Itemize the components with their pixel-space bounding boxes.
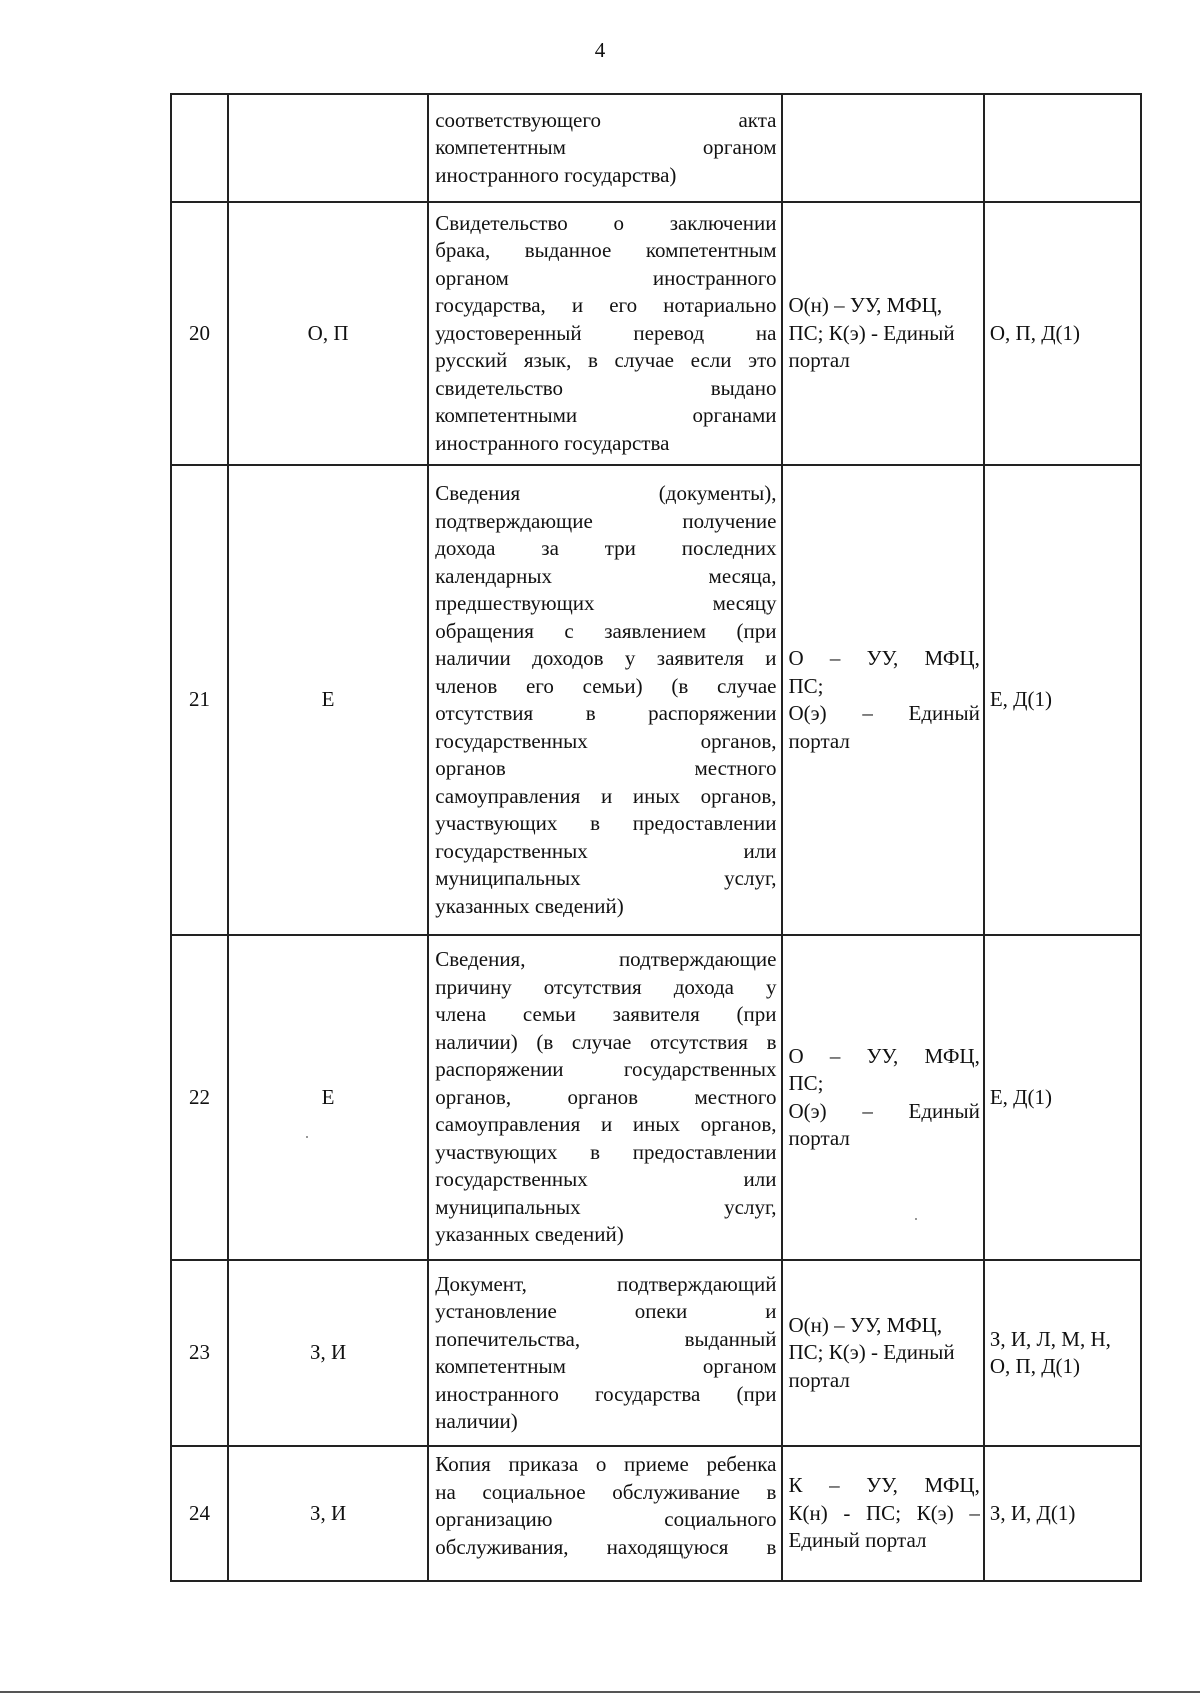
document-description [428,202,782,465]
document-line: предшествующих месяцу [435,591,777,615]
submission-line: ПС; [788,1071,824,1095]
applicant-category: О, П [228,202,428,465]
document-line: компетентными органами [435,403,777,428]
submission-method [782,1446,983,1581]
scan-speck [306,1136,308,1138]
document-line: участвующих в предоставлении [435,1139,777,1164]
submission-line: ПС; К(э) - Единый [788,1340,955,1365]
document-line: самоуправления и иных органов, [435,1112,777,1137]
document-line: муниципальных услуг, [435,866,777,890]
document-description [428,1260,782,1446]
document-line: установление опеки и [435,1299,777,1323]
row-number: 20 [171,202,228,465]
document-line: Сведения, подтверждающие [435,947,777,972]
applicant-category [228,94,428,202]
document-line: наличии) (в случае отсутствия в [435,1029,777,1054]
document-line: Сведения (документы), [435,481,777,505]
applicant-category: Е [228,465,428,935]
document-line: обслуживания, находящуюся в [435,1534,777,1559]
submission-line: ПС; [788,673,824,698]
document-line: членов его семьи) (в случае [435,673,777,698]
document-description [428,935,782,1260]
document-line: русский язык, в случае если это [435,348,777,373]
row-number: 23 [171,1260,228,1446]
submission-line: портал [788,1126,850,1150]
table-row [171,1446,1141,1581]
document-line: члена семьи заявителя (при [435,1002,777,1027]
table-row [171,465,1141,935]
document-line: самоуправления и иных органов, [435,783,777,808]
document-line: обращения с заявлением (при [435,618,777,643]
document-line: наличии доходов у заявителя и [435,646,777,670]
submission-method [782,935,983,1260]
document-line: на социальное обслуживание в [435,1479,777,1504]
document-line: наличии) [435,1409,518,1433]
document-line: Свидетельство о заключении [435,210,777,235]
document-line: органов местного [435,756,777,780]
table-row [171,935,1141,1260]
document-line: календарных месяца, [435,563,777,588]
submission-method [782,202,983,465]
submission-line: портал [788,1367,850,1392]
document-line: причину отсутствия дохода у [435,974,777,999]
submission-line: ПС; К(э) - Единый [788,320,955,345]
table-row [171,1260,1141,1446]
submission-line: О(э) – Единый [788,1098,980,1123]
submission-line: портал [788,728,850,753]
document-line: компетентным органом [435,135,777,160]
submission-line: О(э) – Единый [788,701,980,725]
row-number [171,94,228,202]
document-line: подтверждающие получение [435,508,777,533]
document-description [428,1446,782,1581]
scan-bottom-edge [0,1691,1200,1693]
grounds: О, П, Д(1) [984,202,1141,465]
document-line: соответствующего акта [435,107,777,132]
document-line: государства, и его нотариально [435,293,777,318]
document-line: указанных сведений) [435,893,624,918]
document-line: муниципальных услуг, [435,1194,777,1219]
document-line: органов, органов местного [435,1084,777,1109]
document-line: иностранного государства [435,430,670,455]
submission-line: К – УУ, МФЦ, [788,1473,980,1498]
submission-line: О(н) – УУ, МФЦ, [788,293,943,318]
applicant-category: З, И [228,1260,428,1446]
document-line: удостоверенный перевод на [435,320,777,345]
applicant-category: Е [228,935,428,1260]
submission-line: О – УУ, МФЦ, [788,646,980,670]
table-row [171,202,1141,465]
grounds: Е, Д(1) [984,935,1141,1260]
document-description [428,94,782,202]
document-line: органом иностранного [435,265,777,290]
document-line: участвующих в предоставлении [435,811,777,835]
document-line: иностранного государства (при [435,1381,777,1406]
documents-table [170,93,1142,1582]
submission-line: Единый портал [788,1528,927,1553]
document-line: брака, выданное компетентным [435,238,777,263]
document-line: Документ, подтверждающий [435,1271,777,1296]
document-line: государственных органов, [435,728,777,753]
table-row [171,94,1141,202]
grounds: З, И, Д(1) [984,1446,1141,1581]
page-number: 4 [594,38,606,62]
submission-method [782,94,983,202]
document-line: Копия приказа о приеме ребенка [435,1452,777,1476]
grounds: Е, Д(1) [984,465,1141,935]
document-line: распоряжении государственных [435,1057,777,1082]
submission-line: О – УУ, МФЦ, [788,1043,980,1068]
submission-method [782,465,983,935]
document-description [428,465,782,935]
document-line: указанных сведений) [435,1222,624,1247]
row-number: 22 [171,935,228,1260]
document-line: попечительства, выданный [435,1326,777,1351]
row-number: 21 [171,465,228,935]
row-number: 24 [171,1446,228,1581]
grounds [984,94,1141,202]
document-line: иностранного государства) [435,162,677,187]
grounds: З, И, Л, М, Н, О, П, Д(1) [984,1260,1141,1446]
applicant-category: З, И [228,1446,428,1581]
scan-speck [915,1218,917,1220]
document-line: организацию социального [435,1507,777,1531]
document-line: компетентным органом [435,1354,777,1378]
submission-method [782,1260,983,1446]
document-line: государственных или [435,1167,777,1192]
submission-line: К(н) - ПС; К(э) – [788,1500,980,1525]
document-line: свидетельство выдано [435,375,777,400]
document-line: дохода за три последних [435,536,777,560]
submission-line: О(н) – УУ, МФЦ, [788,1312,943,1337]
document-line: государственных или [435,838,777,863]
submission-line: портал [788,348,850,373]
document-line: отсутствия в распоряжении [435,701,777,725]
